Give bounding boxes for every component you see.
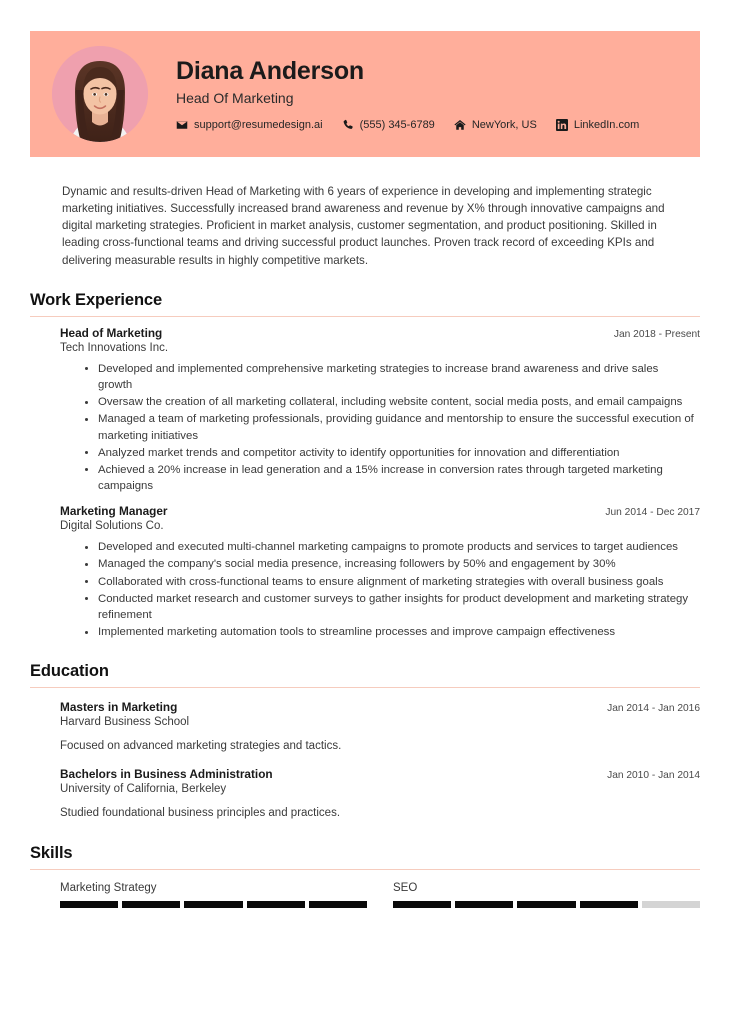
- contact-phone-label: (555) 345-6789: [359, 119, 435, 132]
- skills-grid: [30, 870, 700, 908]
- bullet-item: Managed the company's social media presence, increasing followers by 50% and engagement by 30%: [85, 556, 700, 572]
- bullet-item: Implemented marketing automation tools to streamline processes and improve campaign effectiveness: [85, 624, 700, 640]
- bullet-item: Managed a team of marketing professionals, providing guidance and mentorship to ensure the successful execution of marketing initiatives: [85, 411, 700, 443]
- page-title: Diana Anderson: [176, 56, 364, 85]
- education-institution: Harvard Business School: [60, 716, 190, 729]
- skill-rating-bar: [393, 901, 700, 908]
- section-skills: [30, 844, 700, 908]
- skill-segment: [455, 901, 513, 908]
- education-entry-head: [60, 700, 700, 714]
- contact-linkedin[interactable]: [556, 119, 639, 131]
- section-education: [30, 662, 700, 821]
- work-entry-role: Marketing Manager: [60, 504, 168, 519]
- skill-rating-bar: [60, 901, 367, 908]
- work-entry-role: Head of Marketing: [60, 325, 163, 340]
- bullet-item: Collaborated with cross-functional teams to ensure alignment of marketing strategies with overall business goals: [85, 574, 700, 590]
- work-entry-bullets: [60, 361, 700, 495]
- skill-segment: [393, 901, 451, 908]
- work-entry-head: [60, 504, 700, 518]
- resume-body: [0, 183, 730, 908]
- education-description: Focused on advanced marketing strategies and tactics.: [60, 740, 342, 753]
- header-text-block: [176, 57, 700, 132]
- skill-item: [393, 882, 700, 908]
- skill-segment: [642, 901, 700, 908]
- section-work-experience: [30, 291, 700, 641]
- work-entry-organization: Tech Innovations Inc.: [60, 341, 169, 354]
- contact-linkedin-label: LinkedIn.com: [573, 119, 640, 132]
- linkedin-icon: [556, 119, 568, 131]
- bullet-item: Conducted market research and customer surveys to gather insights for product development and marketing strategy refinement: [85, 591, 700, 623]
- section-title-education: Education: [30, 662, 109, 681]
- skill-segment: [184, 901, 242, 908]
- work-entry-organization: Digital Solutions Co.: [60, 520, 164, 533]
- work-entry-date: Jan 2018 - Present: [613, 328, 700, 340]
- profile-photo-image: [52, 46, 148, 142]
- resume-page: [0, 31, 730, 1024]
- contact-location[interactable]: [454, 119, 537, 131]
- contact-phone[interactable]: [342, 119, 435, 131]
- skill-segment: [60, 901, 118, 908]
- education-degree: Bachelors in Business Administration: [60, 767, 273, 782]
- section-title-skills: Skills: [30, 843, 73, 862]
- bullet-item: Oversaw the creation of all marketing collateral, including website content, social media posts, and email campaigns: [85, 394, 700, 410]
- work-entry: [30, 317, 700, 495]
- skill-segment: [309, 901, 367, 908]
- education-entry-head: [60, 767, 700, 781]
- contact-email[interactable]: [176, 119, 323, 131]
- bullet-item: Developed and implemented comprehensive marketing strategies to increase brand awareness and drive sales growth: [85, 361, 700, 393]
- education-entry: [30, 688, 700, 755]
- education-date: Jan 2010 - Jan 2014: [607, 770, 700, 782]
- envelope-icon: [176, 119, 188, 131]
- education-date: Jan 2014 - Jan 2016: [607, 703, 700, 715]
- contact-location-label: NewYork, US: [471, 119, 537, 132]
- bullet-item: Developed and executed multi-channel marketing campaigns to promote products and services to target audiences: [85, 539, 700, 555]
- bullet-item: Achieved a 20% increase in lead generation and a 15% increase in conversion rates through targeted marketing campaigns: [85, 462, 700, 494]
- phone-icon: [342, 119, 354, 131]
- job-title: Head Of Marketing: [176, 89, 294, 106]
- skill-label: Marketing Strategy: [60, 881, 157, 894]
- contact-row: [176, 119, 680, 131]
- education-institution: University of California, Berkeley: [60, 783, 227, 796]
- section-title-work-experience: Work Experience: [30, 290, 163, 309]
- contact-email-label: support@resumedesign.ai: [194, 119, 323, 132]
- skill-segment: [580, 901, 638, 908]
- work-entry-head: [60, 326, 700, 340]
- education-degree: Masters in Marketing: [60, 700, 178, 715]
- education-description: Studied foundational business principles and practices.: [60, 807, 341, 820]
- work-entry-date: Jun 2014 - Dec 2017: [605, 507, 700, 519]
- education-entry: [30, 755, 700, 822]
- bullet-item: Analyzed market trends and competitor activity to identify opportunities for innovation and differentiation: [85, 445, 700, 461]
- home-icon: [454, 119, 466, 131]
- work-entry: [30, 495, 700, 640]
- avatar: [52, 46, 148, 142]
- resume-header: [30, 31, 700, 157]
- skill-segment: [517, 901, 575, 908]
- skill-label: SEO: [393, 881, 418, 894]
- work-entry-bullets: [60, 539, 700, 640]
- skill-item: [60, 882, 367, 908]
- skill-segment: [247, 901, 305, 908]
- summary-paragraph: Dynamic and results-driven Head of Marketing with 6 years of experience in developing and implementing strategic marketing initiatives. Successfully increased brand awareness and revenue by X% through innovative campaigns and digital marketing strategies. Proficient in market analysis, customer segmentation, and product positioning. Skilled in leading cross-functional teams and driving successful product launches. Proven track record of exceeding KPIs and delivering measurable results in highly competitive markets.: [62, 185, 665, 267]
- skill-segment: [122, 901, 180, 908]
